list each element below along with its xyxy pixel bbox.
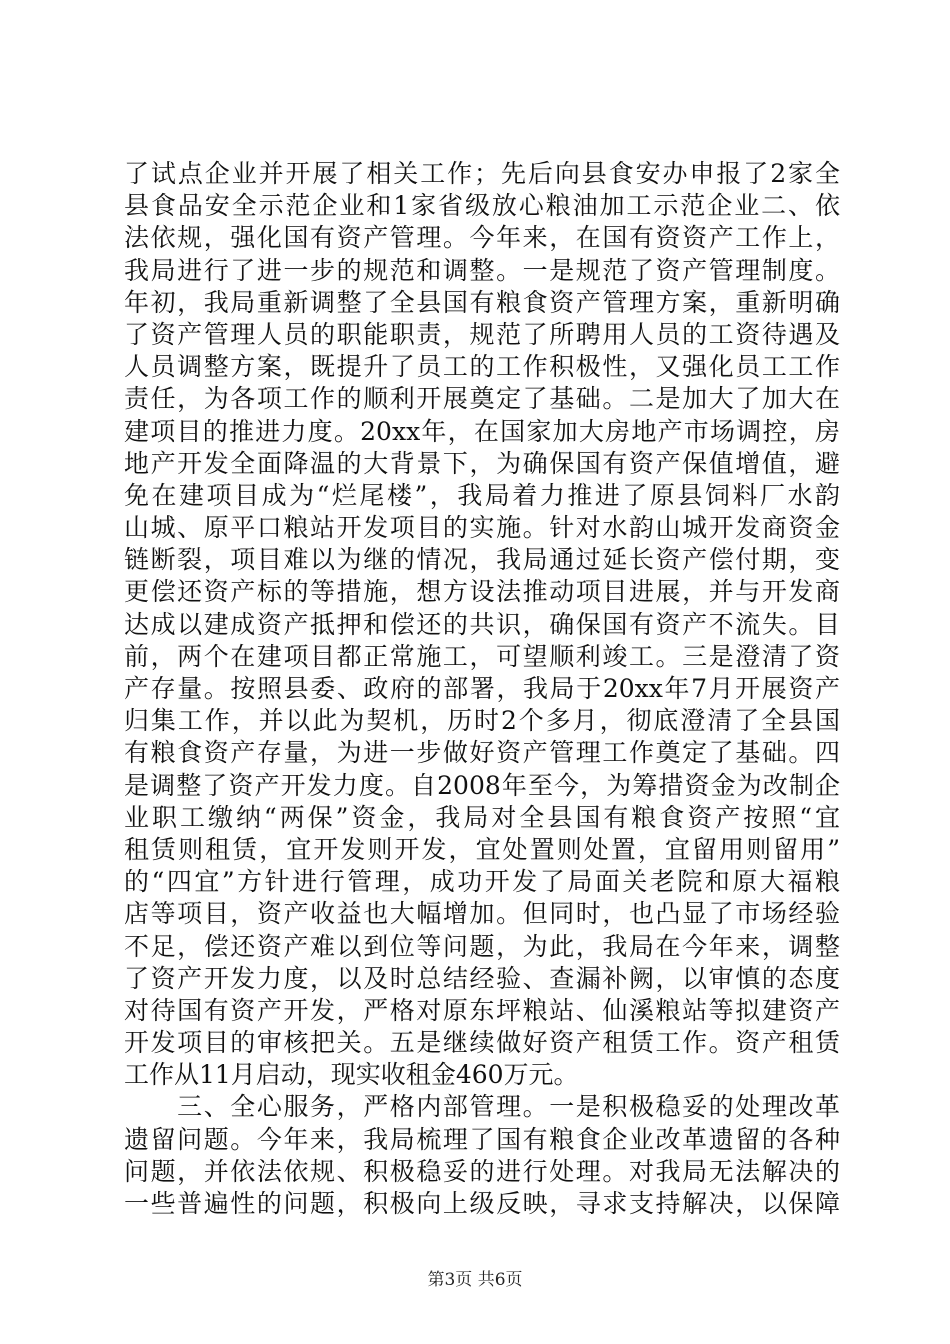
text-line: 租赁则租赁，宜开发则开发，宜处置则处置，宜留用则留用” (124, 834, 840, 864)
text-line: 店等项目，资产收益也大幅增加。但同时，也凸显了市场经验 (124, 899, 840, 929)
text-line: 不足，偿还资产难以到位等问题，为此，我局在今年来，调整 (124, 931, 840, 961)
text-line: 对待国有资产开发，严格对原东坪粮站、仙溪粮站等拟建资产 (124, 995, 840, 1025)
text-line: 我局进行了进一步的规范和调整。一是规范了资产管理制度。 (124, 255, 840, 285)
text-line: 业职工缴纳“两保”资金，我局对全县国有粮食资产按照“宜 (124, 802, 840, 832)
text-line: 县食品安全示范企业和1家省级放心粮油加工示范企业二、依 (124, 191, 840, 221)
text-line: 责任，为各项工作的顺利开展奠定了基础。二是加大了加大在 (124, 384, 840, 414)
text-line: 三、全心服务，严格内部管理。一是积极稳妥的处理改革 (124, 1092, 840, 1122)
text-line: 人员调整方案，既提升了员工的工作积极性，又强化员工工作 (124, 352, 840, 382)
text-line: 一些普遍性的问题，积极向上级反映，寻求支持解决，以保障 (124, 1189, 840, 1218)
text-line: 了试点企业并开展了相关工作；先后向县食安办申报了2家全 (124, 159, 840, 188)
text-line: 法依规，强化国有资产管理。今年来，在国有资资产工作上， (124, 223, 840, 253)
text-line: 的“四宜”方针进行管理，成功开发了局面关老院和原大福粮 (124, 867, 840, 897)
text-line: 产存量。按照县委、政府的部署，我局于20xx年7月开展资产 (124, 674, 840, 703)
text-line: 前，两个在建项目都正常施工，可望顺利竣工。三是澄清了资 (124, 641, 840, 671)
text-line: 地产开发全面降温的大背景下，为确保国有资产保值增值，避 (124, 448, 840, 478)
text-line: 免在建项目成为“烂尾楼”，我局着力推进了原县饲料厂水韵 (124, 480, 840, 510)
text-line: 问题，并依法依规、积极稳妥的进行处理。对我局无法解决的 (124, 1156, 840, 1186)
text-line: 山城、原平口粮站开发项目的实施。针对水韵山城开发商资金 (124, 513, 840, 543)
text-line: 有粮食资产存量，为进一步做好资产管理工作奠定了基础。四 (124, 738, 840, 768)
text-line: 建项目的推进力度。20xx年，在国家加大房地产市场调控，房 (124, 416, 840, 446)
text-line: 年初，我局重新调整了全县国有粮食资产管理方案，重新明确 (124, 287, 840, 317)
text-line: 达成以建成资产抵押和偿还的共识，确保国有资产不流失。目 (124, 609, 840, 639)
text-line: 更偿还资产标的等措施，想方设法推动项目进展，并与开发商 (124, 577, 840, 607)
text-line: 开发项目的审核把关。五是继续做好资产租赁工作。资产租赁 (124, 1028, 840, 1058)
text-line: 遗留问题。今年来，我局梳理了国有粮食企业改革遗留的各种 (124, 1124, 840, 1154)
text-line: 链断裂，项目难以为继的情况，我局通过延长资产偿付期，变 (124, 545, 840, 575)
text-line: 了资产开发力度，以及时总结经验、查漏补阙，以审慎的态度 (124, 963, 840, 993)
text-line: 是调整了资产开发力度。自2008年至今，为筹措资金为改制企 (124, 770, 840, 800)
text-line: 了资产管理人员的职能职责，规范了所聘用人员的工资待遇及 (124, 319, 840, 349)
body-text (124, 158, 840, 1220)
page-footer: 第3页 共6页 (427, 1270, 523, 1290)
text-line: 工作从11月启动，现实收租金460万元。 (124, 1060, 579, 1090)
text-line: 归集工作，并以此为契机，历时2个多月，彻底澄清了全县国 (124, 706, 840, 736)
